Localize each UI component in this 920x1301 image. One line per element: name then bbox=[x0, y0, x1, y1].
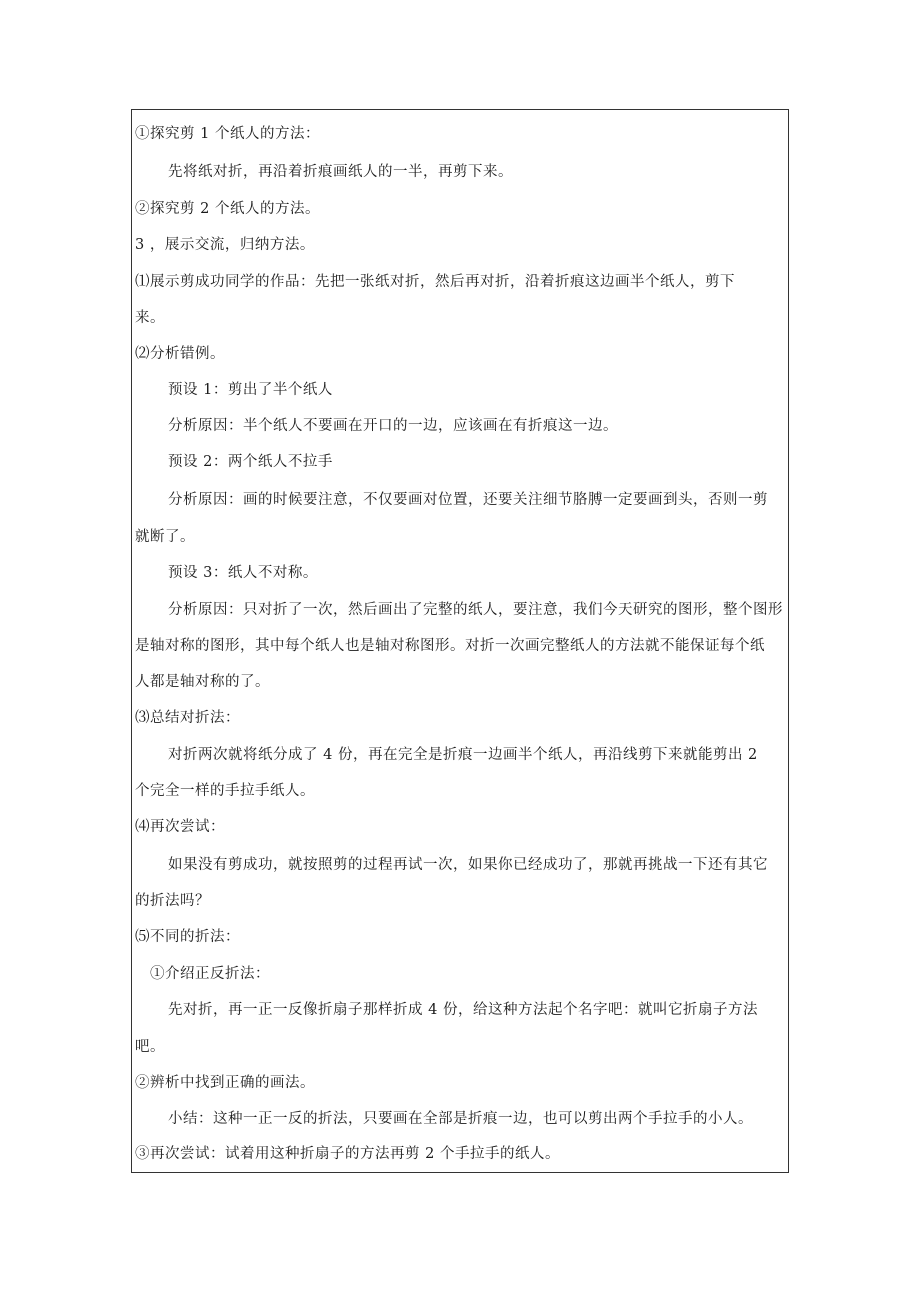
text-line: 小结：这种一正一反的折法，只要画在全部是折痕一边，也可以剪出两个手拉手的小人。 bbox=[168, 1111, 753, 1127]
text-line: ①介绍正反折法： bbox=[150, 966, 270, 982]
text-line: ⑸不同的折法： bbox=[135, 929, 240, 945]
text-line: ⑷再次尝试： bbox=[135, 819, 225, 835]
text-line: 吧。 bbox=[135, 1039, 165, 1055]
text-line: 先对折，再一正一反像折扇子那样折成 4 份，给这种方法起个名字吧：就叫它折扇子方法 bbox=[168, 1002, 758, 1018]
text-line: 对折两次就将纸分成了 4 份，再在完全是折痕一边画半个纸人，再沿线剪下来就能剪出 2 bbox=[168, 747, 758, 763]
text-line: 3 ，展示交流，归纳方法。 bbox=[135, 237, 315, 253]
text-line: 预设 2：两个纸人不拉手 bbox=[168, 454, 333, 470]
text-line: 人都是轴对称的了。 bbox=[135, 674, 270, 690]
text-line: ①探究剪 1 个纸人的方法： bbox=[135, 126, 320, 142]
text-line: ②探究剪 2 个纸人的方法。 bbox=[135, 201, 320, 217]
text-line: 分析原因：半个纸人不要画在开口的一边，应该画在有折痕这一边。 bbox=[168, 418, 618, 434]
text-line: 先将纸对折，再沿着折痕画纸人的一半，再剪下来。 bbox=[168, 164, 513, 180]
text-line: 预设 3：纸人不对称。 bbox=[168, 565, 318, 581]
text-line: 分析原因：只对折了一次，然后画出了完整的纸人，要注意，我们今天研究的图形，整个图形 bbox=[168, 602, 783, 618]
text-line: ⑴展示剪成功同学的作品：先把一张纸对折，然后再对折，沿着折痕这边画半个纸人，剪下 bbox=[135, 274, 735, 290]
text-line: 来。 bbox=[135, 310, 165, 326]
text-line: 是轴对称的图形，其中每个纸人也是轴对称图形。对折一次画完整纸人的方法就不能保证每个纸 bbox=[135, 638, 765, 654]
text-line: ②辨析中找到正确的画法。 bbox=[135, 1075, 315, 1091]
text-line: 就断了。 bbox=[135, 529, 195, 545]
text-line: ③再次尝试：试着用这种折扇子的方法再剪 2 个手拉手的纸人。 bbox=[135, 1146, 560, 1162]
text-line: 如果没有剪成功，就按照剪的过程再试一次，如果你已经成功了，那就再挑战一下还有其它 bbox=[168, 857, 768, 873]
text-line: 预设 1：剪出了半个纸人 bbox=[168, 382, 333, 398]
text-line: 个完全一样的手拉手纸人。 bbox=[135, 783, 315, 799]
text-line: ⑶总结对折法： bbox=[135, 710, 240, 726]
text-line: 分析原因：画的时候要注意，不仅要画对位置，还要关注细节胳膊一定要画到头，否则一剪 bbox=[168, 492, 768, 508]
text-line: ⑵分析错例。 bbox=[135, 346, 225, 362]
text-line: 的折法吗？ bbox=[135, 893, 210, 909]
